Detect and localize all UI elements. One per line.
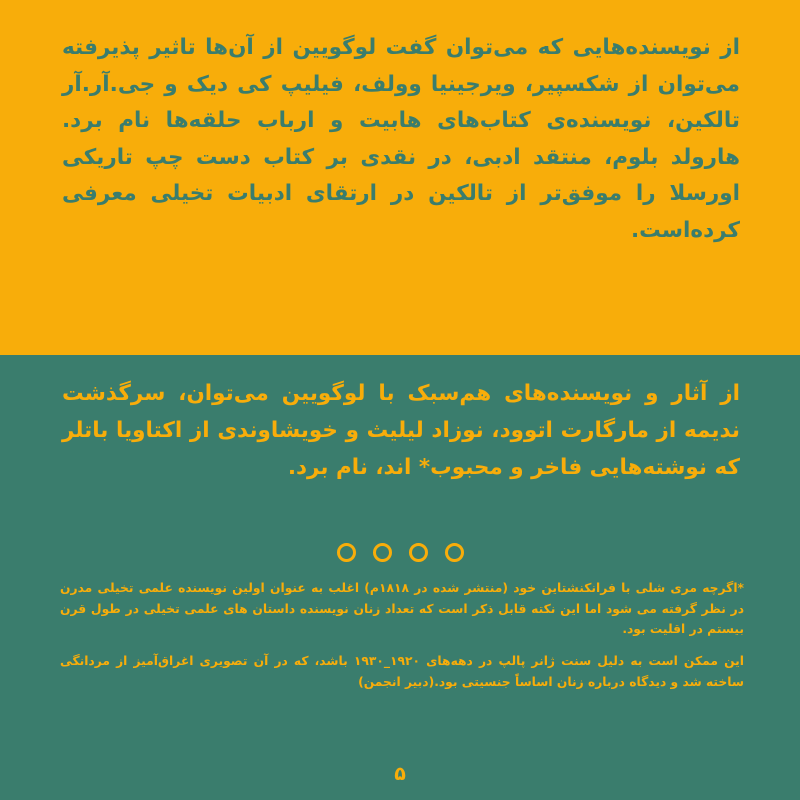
page-number: ۵ [394, 763, 406, 785]
ring-ornament [0, 543, 800, 563]
ring-icon [445, 543, 464, 562]
footnote-first: *اگرچه مری شلی با فرانکنشتاین خود (منتشر شده در ۱۸۱۸م) اغلب به عنوان اولین نویسنده علمی تخیلی مدرن در نظر گرفته می شود اما این نکته قابل ذکر است که تعداد زنان نویسنده داستان های علمی تخیلی در طول قرن بیستم در اقلیت بود. [60, 581, 744, 636]
ring-icon [409, 543, 428, 562]
bottom-paragraph: از آثار و نویسنده‌های هم‌سبک با لوگویین می‌توان، سرگذشت ندیمه از مارگارت اتوود، نوزاد لیلیث و خویشاوندی از اکتاویا باتلر که نوشته‌هایی فاخر و محبوب* اند، نام برد. [62, 381, 740, 480]
bottom-panel [0, 355, 800, 800]
top-paragraph: از نویسنده‌هایی که می‌توان گفت لوگویین از آن‌ها تاثیر پذیرفته می‌توان از شکسپیر، ویرجینیا وولف، فیلیپ کی دیک و جی.آر.آر تالکین، نویسنده‌ی کتاب‌های هابیت و ارباب حلقه‌ها نام برد. هارولد بلوم، منتقد ادبی، در نقدی بر کتاب دست چپ تاریکی اورسلا را موفق‌تر از تالکین در ارتقای ادبیات تخیلی معرفی کرده‌است. [62, 35, 740, 243]
ring-icon [337, 543, 356, 562]
ring-icon [373, 543, 392, 562]
top-panel [0, 0, 800, 355]
footnote-second: این ممکن است به دلیل سنت ژانر پالپ در دهه‌های ۱۹۲۰_۱۹۳۰ باشد، که در آن تصویری اغراق‌آمیز از مردانگی ساخته شد و دیدگاه درباره زنان اساساً جنسیتی بود.(دبیر انجمن) [60, 654, 744, 689]
